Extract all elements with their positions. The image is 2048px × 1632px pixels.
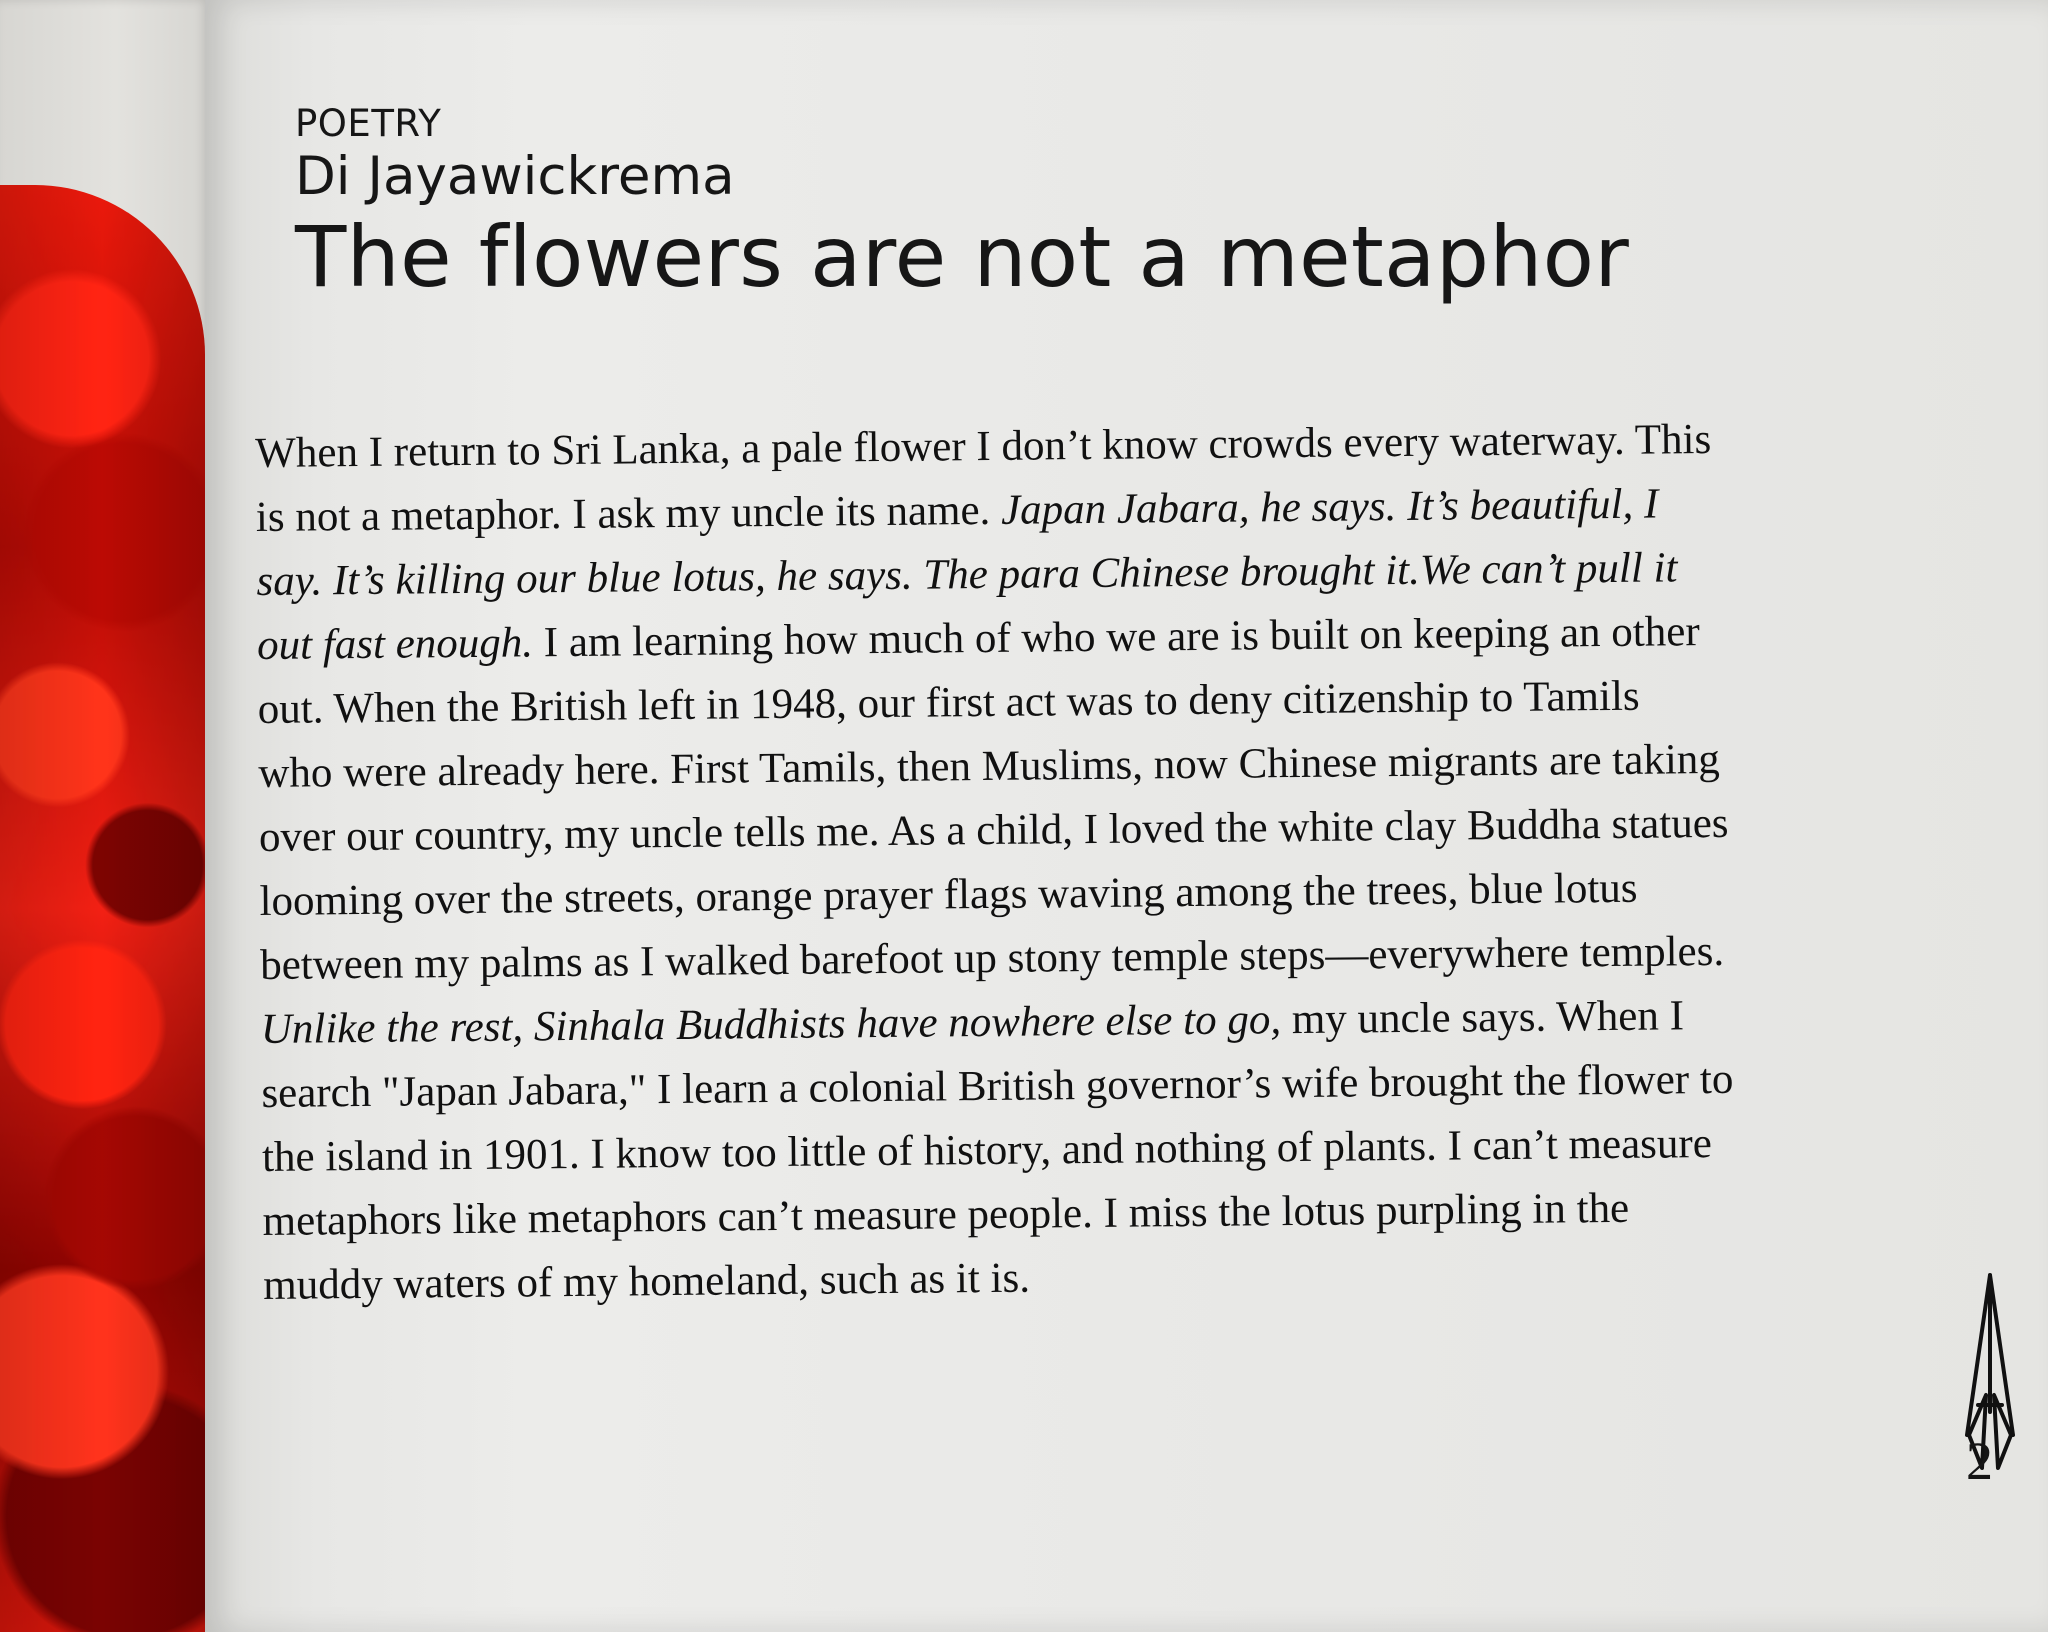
poem-line-text: my uncle says. When I xyxy=(1291,992,1685,1044)
poem-text xyxy=(255,406,1944,1318)
poem-line: over our country, my uncle tells me. As a child, I loved the white clay Buddha statues xyxy=(258,799,1729,861)
poem-line: search "Japan Jabara," I learn a colonial British governor’s wife brought the flower to xyxy=(261,1055,1734,1117)
poem-line-text: I am learning how much of who we are is built on keeping an other xyxy=(543,608,1700,667)
poem-line: muddy waters of my homeland, such as it is. xyxy=(263,1254,1031,1309)
poem-line: When I return to Sri Lanka, a pale flower I don’t know crowds every waterway. This xyxy=(255,416,1712,477)
author-name: Di Jayawickrema xyxy=(295,146,735,207)
red-photo-edge xyxy=(0,185,205,1632)
page-number: 2 xyxy=(1966,1431,1993,1491)
poem-line: the island in 1901. I know too little of history, and nothing of plants. I can’t measure xyxy=(261,1120,1713,1181)
poem-line-text: is not a metaphor. I ask my uncle its name. xyxy=(255,486,991,541)
poem-line: out. When the British left in 1948, our first act was to deny citizenship to Tamils xyxy=(257,672,1640,733)
poem-line: looming over the streets, orange prayer flags waving among the trees, blue lotus xyxy=(259,864,1638,925)
poem-title: The flowers are not a metaphor xyxy=(295,208,1630,307)
section-label: POETRY xyxy=(295,102,442,145)
poem-line-italic: out fast enough. xyxy=(256,619,534,669)
poem-header xyxy=(295,102,1795,307)
poem-line-italic: Unlike the rest, Sinhala Buddhists have nowhere else to go, xyxy=(260,996,1282,1053)
poem-line: metaphors like metaphors can’t measure people. I miss the lotus purpling in the xyxy=(262,1184,1630,1245)
poem-line: who were already here. First Tamils, then Muslims, now Chinese migrants are taking xyxy=(258,735,1721,797)
poem-line-italic: say. It’s killing our blue lotus, he says. The para Chinese brought it.We can’t pull it xyxy=(256,544,1678,605)
poem-line-italic: Japan Jabara, he says. It’s beautiful, I xyxy=(1000,480,1659,534)
poem-line: between my palms as I walked barefoot up stony temple steps—everywhere temples. xyxy=(259,927,1725,989)
